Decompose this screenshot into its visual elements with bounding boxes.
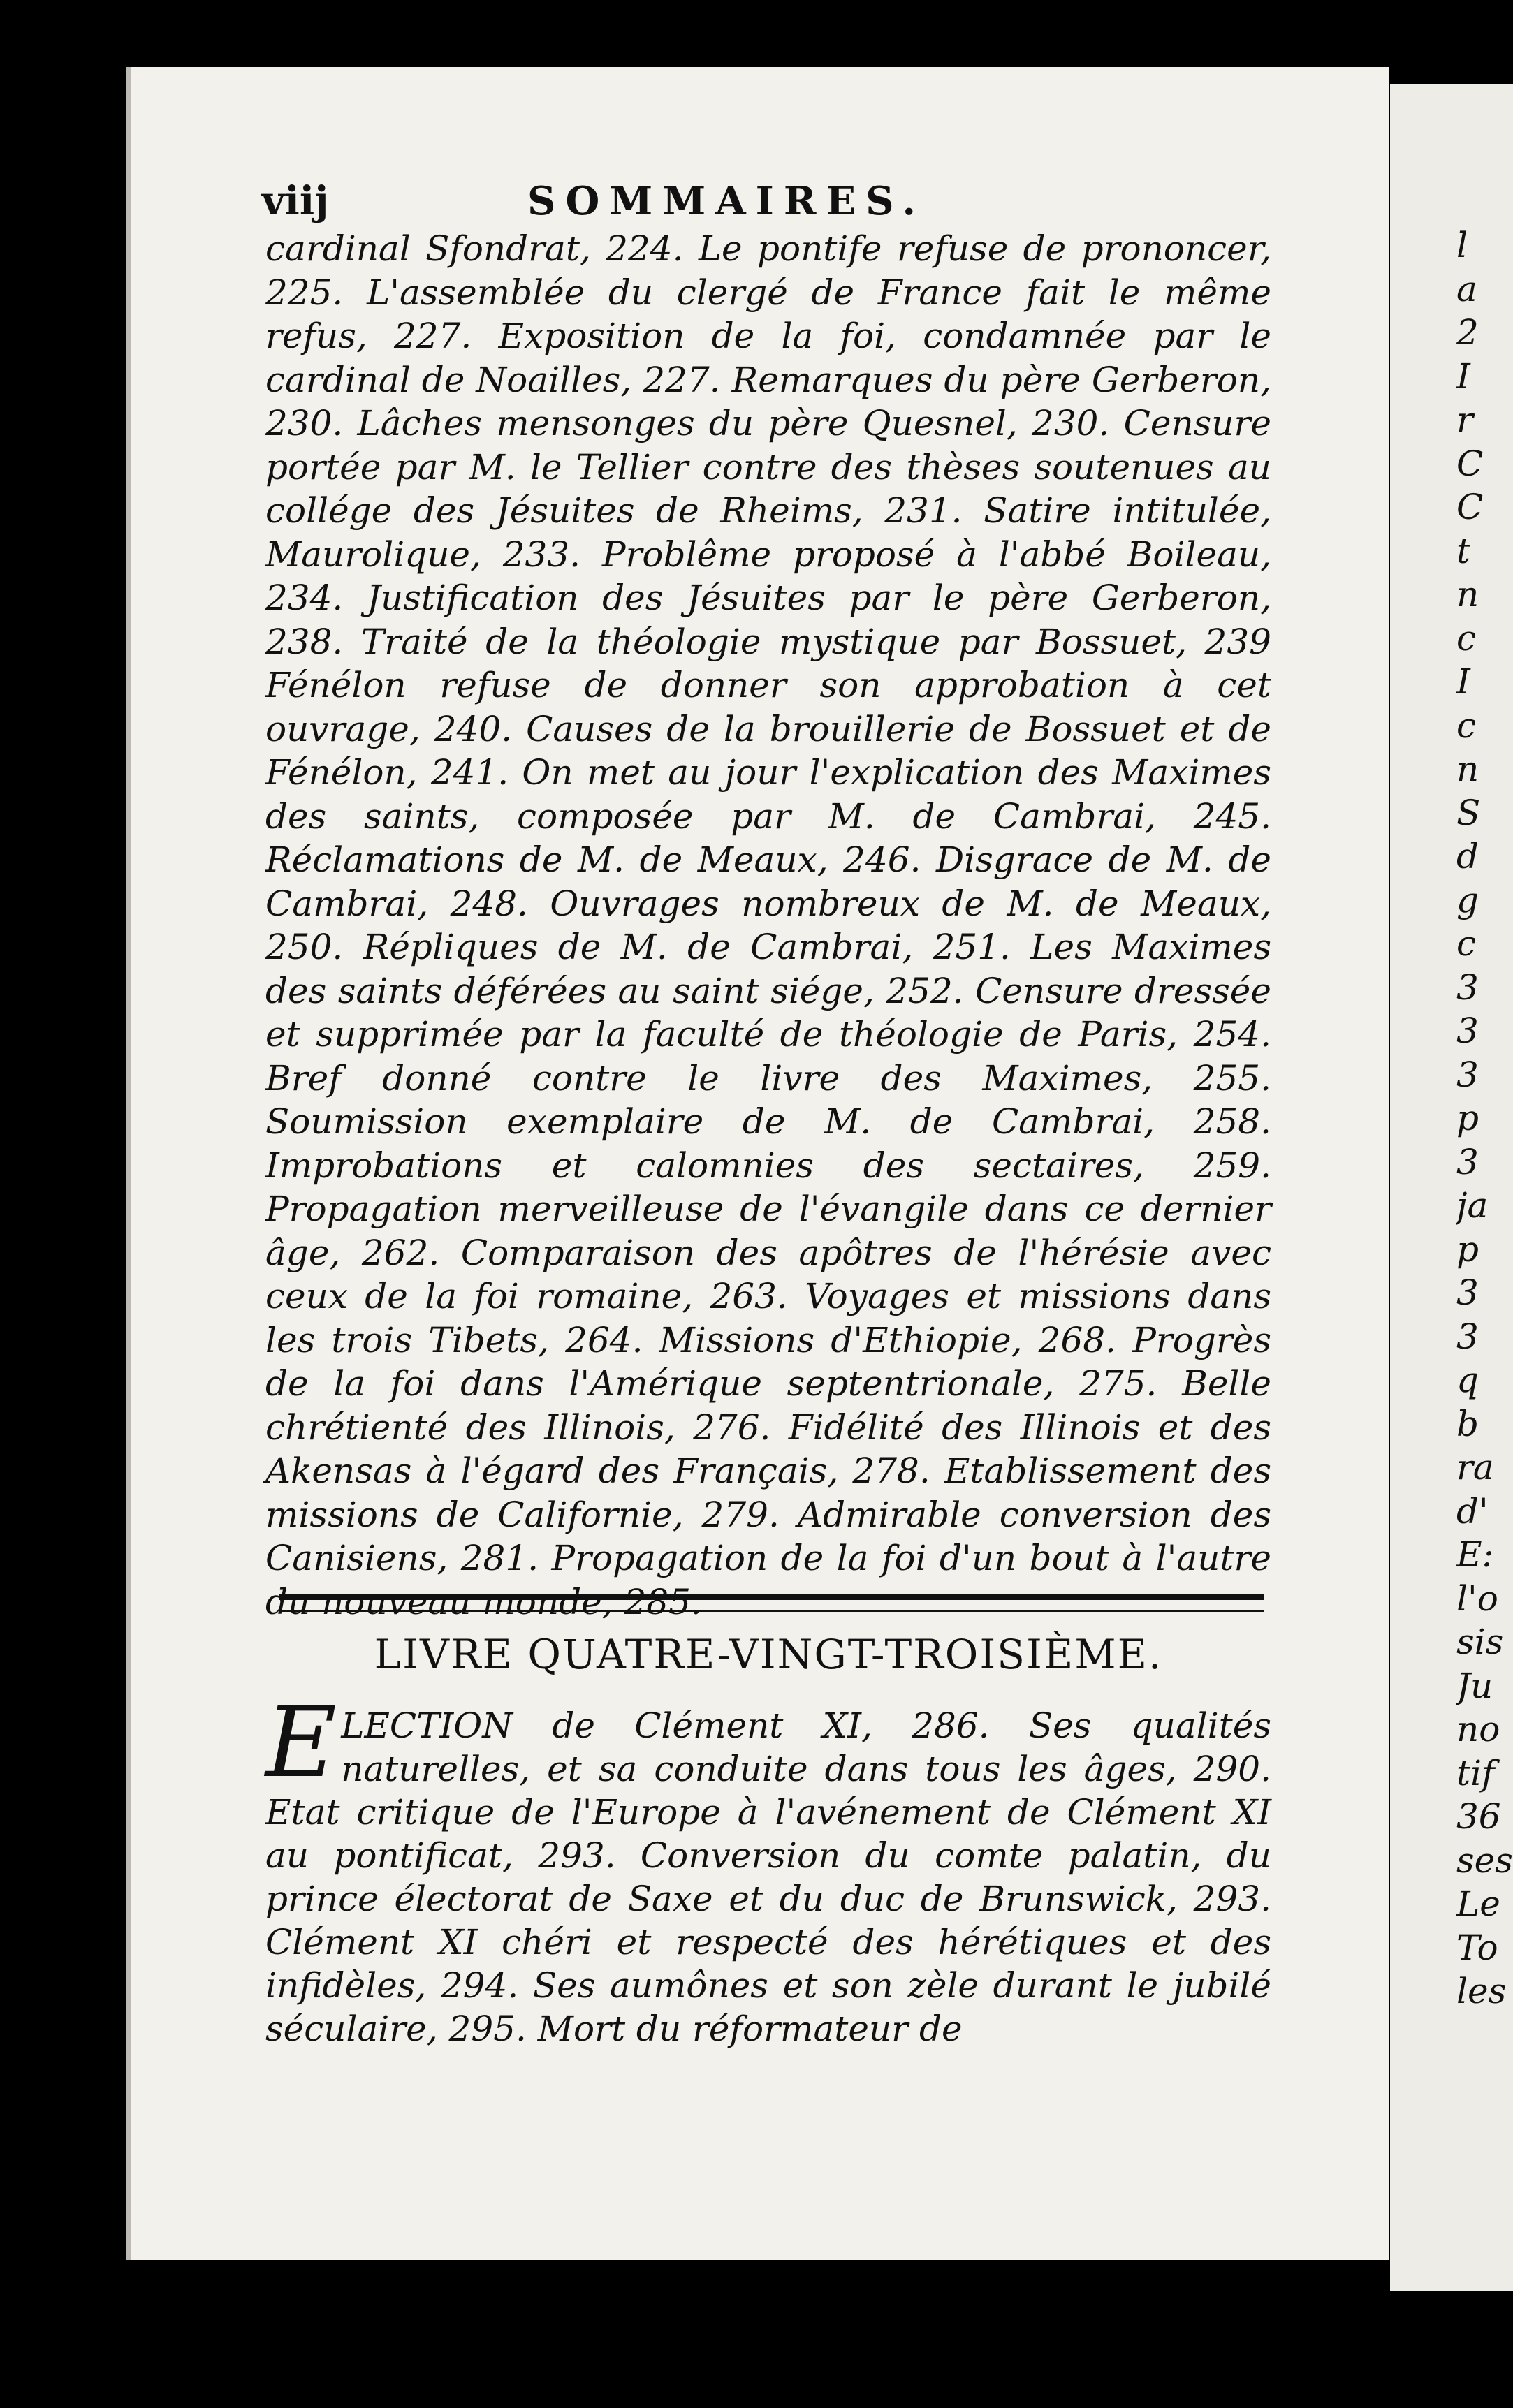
drop-cap: E [265,1686,337,1800]
chapter-paragraph [265,1686,1271,2050]
right-page-fragment: q [1456,1360,1479,1400]
chapter-text: de Clément XI, 286. Ses qualités naturelles, et sa conduite dans tous les âges, 290. Etat critique de l'Europe à l'avénement de Clément XI au pontificat, 293. Conversion du comte palatin, du prince électorat de Saxe et du duc de Brunswick, 293. Clément XI chéri et respecté des hérétiques et des infidèles, 294. Ses aumônes et son zèle durant le jubilé séculaire, 295. Mort du réformateur de [265,1705,1271,2049]
right-page-fragment: n [1456,574,1479,615]
right-page-fragment: r [1456,399,1473,440]
right-page-fragment: Le [1456,1884,1500,1924]
right-page-fragment: ses [1456,1840,1513,1881]
right-page-fragment: d [1456,836,1479,876]
right-page-fragment: l'o [1456,1578,1498,1619]
summary-paragraph: cardinal Sfondrat, 224. Le pontife refuse de prononcer, 225. L'assemblée du clergé de France fait le même refus, 227. Exposition de la foi, condamnée par le cardinal de Noailles, 227. Remarques du père Gerberon, 230. Lâches mensonges du père Quesnel, 230. Censure portée par M. le Tellier contre des thèses soutenues au collége des Jésuites de Rheims, 231. Satire intitulée, Maurolique, 233. Problême proposé à l'abbé Boileau, 234. Justification des Jésuites par le père Gerberon, 238. Traité de la théologie mystique par Bossuet, 239 Fénélon refuse de donner son approbation à cet ouvrage, 240. Causes de la brouillerie de Bossuet et de Fénélon, 241. On met au jour l'explication des Maximes des saints, composée par M. de Cambrai, 245. Réclamations de M. de Meaux, 246. Disgrace de M. de Cambrai, 248. Ouvrages nombreux de M. de Meaux, 250. Répliques de M. de Cambrai, 251. Les Maximes des saints déférées au saint siége, 252. Censure dressée et supprimée par la faculté de théologie de Paris, 254. Bref donné contre le livre des Maximes, 255. Soumission exemplaire de M. de Cambrai, 258. Improbations et calomnies des sectaires, 259. Propagation merveilleuse de l'évangile dans ce dernier âge, 262. Comparaison des apôtres de l'hérésie avec ceux de la foi romaine, 263. Voyages et missions dans les trois Tibets, 264. Missions d'Ethiopie, 268. Progrès de la foi dans l'Amérique septentrionale, 275. Belle chrétienté des Illinois, 276. Fidélité des Illinois et des Akensas à l'égard des Français, 278. Etablissement des missions de Californie, 279. Admirable conversion des Canisiens, 281. Propagation de la foi d'un bout à l'autre du nouveau monde, 285. [265,228,1271,1622]
right-page-fragment: To [1456,1927,1498,1968]
chapter-summary [265,1686,1271,2050]
right-page-fragment: tif [1456,1752,1495,1793]
right-page-fragment: S [1456,792,1481,833]
right-page-fragment: I [1456,661,1470,702]
book-title: LIVRE QUATRE-VINGT-TROISIÈME. [374,1631,1163,1678]
right-page-fragment: c [1456,705,1477,746]
summary-text [265,227,1271,1624]
running-title: SOMMAIRES. [527,178,926,224]
right-page-fragment: c [1456,617,1477,659]
right-page-fragment: d' [1456,1490,1489,1532]
right-page-fragment: p [1456,1098,1479,1138]
right-page-fragment: a [1456,268,1477,309]
right-page-fragment: les [1456,1971,1507,2011]
right-page-fragment: ra [1456,1447,1494,1488]
right-page-fragment: I [1456,355,1470,397]
right-page-fragment: l [1456,225,1468,265]
right-page-fragment: no [1456,1709,1500,1749]
right-page-fragment: 3 [1456,1316,1479,1357]
right-page-fragment: C [1456,487,1484,527]
right-page-fragment: 3 [1456,1054,1479,1095]
page-header [262,178,1268,227]
right-page-fragment: t [1456,530,1471,571]
right-page-fragment: 2 [1456,312,1479,353]
page-number: viij [262,178,329,224]
right-page-fragment: C [1456,443,1484,484]
right-page-fragment: 3 [1456,967,1479,1008]
right-page-fragment: c [1456,923,1477,964]
right-page-fragment: 3 [1456,1011,1479,1051]
section-divider [279,1594,1264,1612]
right-page-fragment: 3 [1456,1272,1479,1313]
lead-word: LECTION [341,1705,513,1746]
right-page-fragment: ja [1456,1185,1489,1226]
right-page-fragment: g [1456,879,1479,920]
right-page-text [1456,223,1513,2013]
right-page-fragment: Ju [1456,1665,1493,1706]
right-page-fragment: sis [1456,1622,1504,1662]
right-page-fragment: b [1456,1403,1479,1444]
right-page-fragment: 3 [1456,1141,1479,1182]
right-page-fragment: 36 [1456,1796,1501,1837]
right-page-fragment: E: [1456,1534,1494,1575]
right-page-fragment: n [1456,749,1479,789]
right-page-fragment: p [1456,1228,1479,1270]
